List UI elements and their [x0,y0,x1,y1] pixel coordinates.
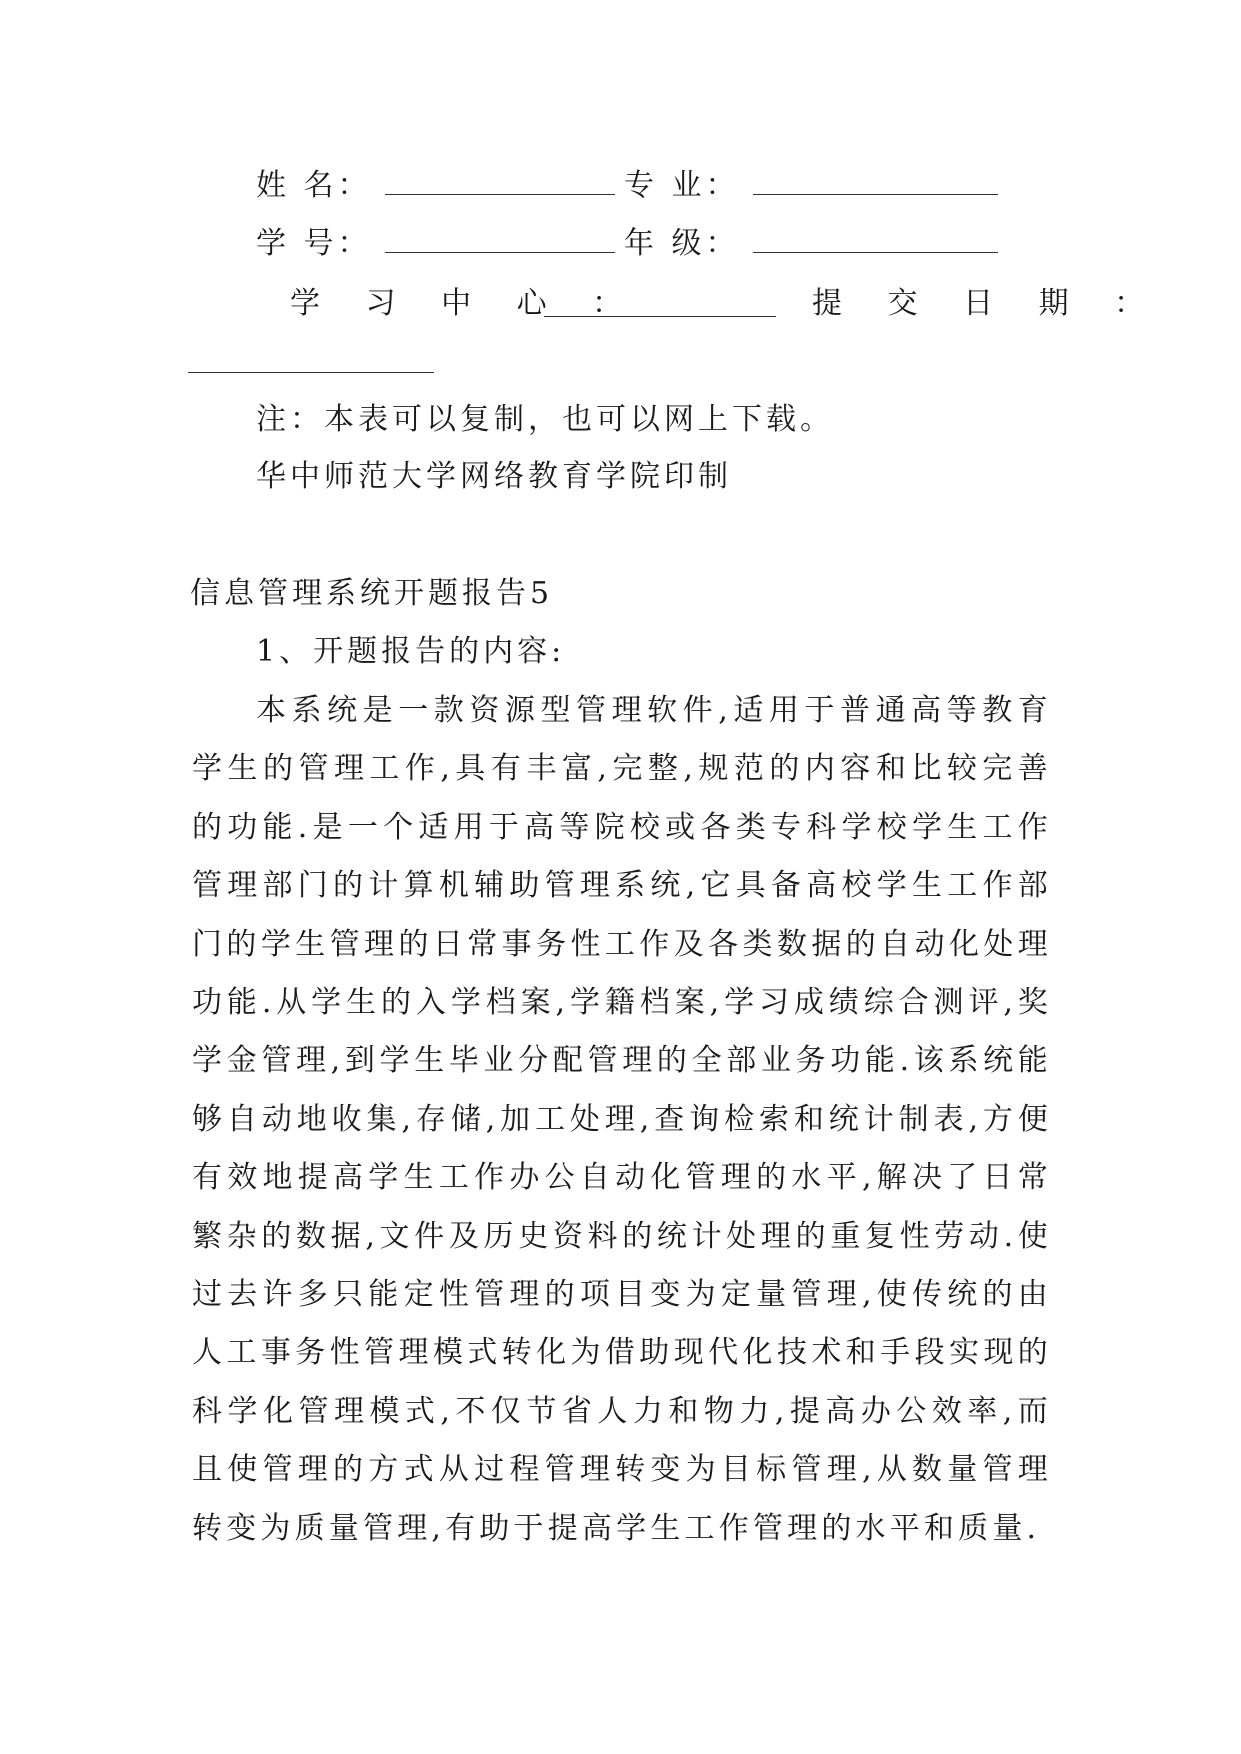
major-label: 专 业： [624,168,740,203]
name-label: 姓 名： [256,168,372,203]
section-title: 信息管理系统开题报告5 [190,576,554,611]
form-row-grade [624,224,998,264]
note-text: 注：本表可以复制，也可以网上下载。 [256,402,834,437]
date-blank[interactable] [188,348,434,373]
printer-text: 华中师范大学网络教育学院印制 [256,459,732,494]
form-row-date [812,284,1162,324]
student-id-label: 学 号： [256,226,372,261]
date-label: 提 交 日 期 ： [812,286,1163,321]
major-blank[interactable] [753,170,998,195]
name-blank[interactable] [385,170,615,195]
form-row-student-id [256,224,615,264]
subheading: 1、开题报告的内容: [256,634,566,669]
form-row-major [624,166,998,206]
form-row-name [256,166,615,206]
grade-label: 年 级： [624,226,740,261]
center-blank[interactable] [544,292,776,317]
center-label: 学 习 中 心 ： [290,286,641,321]
student-id-blank[interactable] [385,228,615,253]
grade-blank[interactable] [753,228,998,253]
body-paragraph: 本系统是一款资源型管理软件,适用于普通高等教育学生的管理工作,具有丰富,完整,规范的内容和比较完善的功能.是一个适用于高等院校或各类专科学校学生工作管理部门的计算机辅助管理系统,它具备高校学生工作部门的学生管理的日常事务性工作及各类数据的自动化处理功能.从学生的入学档案,学籍档案,学习成绩综合测评,奖学金管理,到学生毕业分配管理的全部业务功能.该系统能够自动地收集,存储,加工处理,查询检索和统计制表,方便有效地提高学生工作办公自动化管理的水平,解决了日常繁杂的数据,文件及历史资料的统计处理的重复性劳动.使过去许多只能定性管理的项目变为定量管理,使传统的由人工事务性管理模式转化为借助现代化技术和手段实现的科学化管理模式,不仅节省人力和物力,提高办公效率,而且使管理的方式从过程管理转变为目标管理,从数量管理转变为质量管理,有助于提高学生工作管理的水平和质量. [192,693,1052,1546]
